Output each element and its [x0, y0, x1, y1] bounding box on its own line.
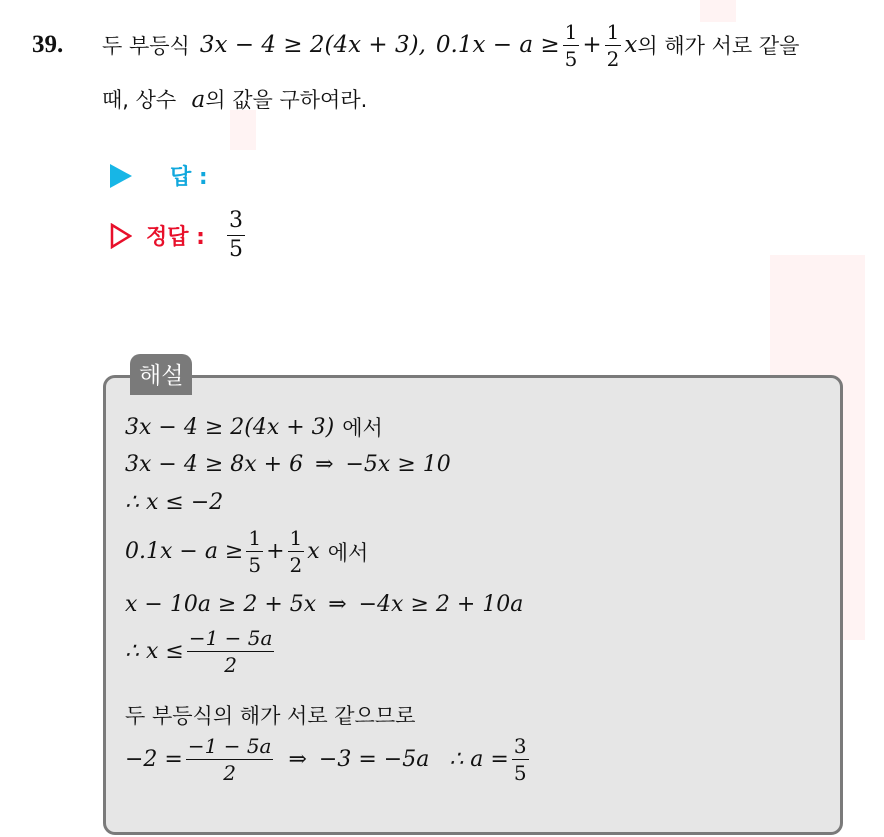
answer-row	[110, 160, 208, 191]
korean-sentence: 두 부등식의 해가 서로 같으므로	[125, 704, 416, 728]
implies-arrow: ⇒	[328, 592, 347, 617]
expression-right: −4x ≥ 2 + 10a	[358, 592, 524, 617]
fraction-denominator: 5	[513, 761, 527, 785]
fraction-numerator: −1 − 5a	[187, 734, 272, 758]
expression-right: −5x ≥ 10	[345, 452, 451, 477]
fraction-denominator: 5	[564, 46, 578, 71]
implies-arrow: ⇒	[288, 747, 307, 772]
korean-word: 에서	[342, 416, 383, 440]
solution-tag: 해설	[130, 354, 192, 395]
inequality-1: 3x − 4 ≥ 2(4x + 3),	[199, 32, 426, 58]
expression: 3x − 4 ≥ 2(4x + 3)	[125, 414, 335, 440]
fraction-numerator: 1	[289, 526, 303, 550]
fraction-denominator: 5	[248, 553, 262, 577]
therefore-expression: ∴ a =	[449, 747, 509, 772]
fraction-numerator: 1	[248, 526, 262, 550]
problem	[32, 19, 872, 114]
question-suffix: 의 해가 서로 같을	[637, 34, 800, 58]
solution-line-1	[125, 412, 383, 442]
correct-answer-fraction	[227, 210, 245, 261]
fraction-one-half	[605, 19, 622, 71]
correct-answer-row	[110, 210, 248, 261]
fraction-one-fifth	[246, 528, 263, 575]
expression-left: x − 10a ≥ 2 + 5x	[125, 592, 317, 617]
fraction-denominator: 5	[228, 237, 243, 262]
fraction-one-fifth	[563, 19, 580, 71]
expression-left: 0.1x − a ≥	[125, 539, 244, 564]
fraction-numerator: 3	[513, 734, 527, 758]
fraction-numerator: 1	[564, 19, 578, 44]
problem-line-1	[32, 19, 872, 71]
variable-x: x	[624, 32, 638, 58]
variable-a: a	[191, 87, 206, 113]
solution-line-6	[125, 628, 277, 675]
korean-word: 에서	[327, 540, 369, 565]
line2-suffix: 의 값을 구하여라.	[205, 88, 368, 112]
watermark-block	[230, 110, 256, 150]
fraction-numerator: 1	[606, 19, 620, 44]
solution-line-3	[125, 490, 223, 515]
fraction-denominator: 2	[606, 46, 620, 71]
plus-sign: +	[266, 539, 285, 564]
plus-sign: +	[582, 32, 602, 58]
fraction-answer	[512, 736, 529, 783]
question-number: 39.	[32, 31, 64, 58]
expression-left: ∴ x ≤	[125, 639, 184, 664]
outline-triangle-icon	[110, 223, 132, 249]
fraction-numerator: −1 − 5a	[188, 626, 273, 650]
correct-answer-label: 정답 :	[146, 225, 205, 250]
problem-line-2	[102, 84, 872, 114]
implies-arrow: ⇒	[315, 452, 334, 477]
solution-line-2	[125, 452, 451, 477]
variable-x: x	[307, 539, 320, 564]
inequality-2-left: 0.1x − a ≥	[435, 32, 560, 58]
expression-left: −2 =	[125, 747, 183, 772]
fraction-denominator: 2	[289, 553, 303, 577]
expression-left: 3x − 4 ≥ 8x + 6	[125, 452, 304, 477]
solution-line-5	[125, 592, 523, 617]
fraction-one-half	[288, 528, 305, 575]
fraction-solution	[186, 736, 274, 783]
filled-triangle-icon	[110, 164, 132, 188]
solution-line-4	[125, 528, 368, 575]
expression: ∴ x ≤ −2	[125, 490, 224, 515]
line2-prefix: 때, 상수	[102, 88, 177, 112]
solution-line-8	[125, 736, 532, 783]
watermark-block	[700, 0, 736, 22]
fraction-numerator: 3	[227, 210, 245, 236]
fraction-denominator: 2	[223, 761, 237, 785]
expression-middle: −3 = −5a	[318, 747, 430, 772]
question-prefix: 두 부등식	[102, 34, 190, 58]
fraction-solution	[187, 628, 275, 675]
fraction-denominator: 2	[224, 653, 237, 677]
answer-label: 답 :	[170, 165, 208, 190]
solution-line-7	[125, 700, 415, 730]
